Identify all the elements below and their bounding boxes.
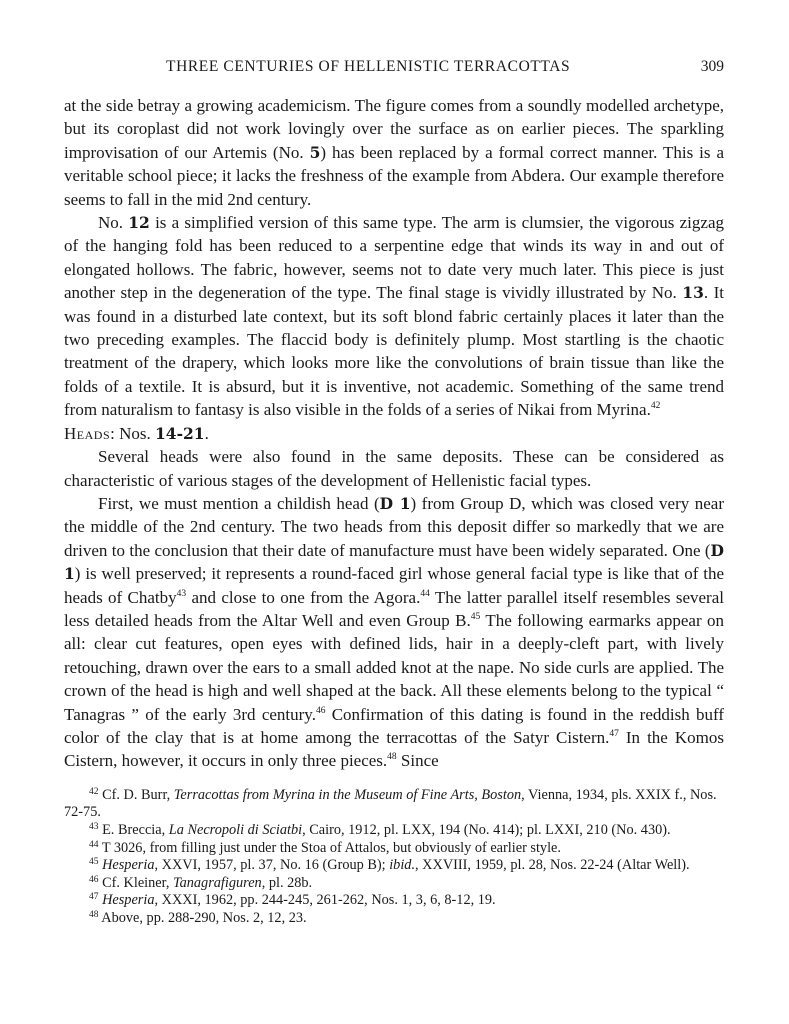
footnote-48 (64, 910, 724, 928)
footnote-number: 47 (89, 892, 99, 903)
running-head (64, 58, 724, 80)
paragraph-3 (64, 445, 724, 492)
text-run: , XXVIII, 1959, pl. 28, Nos. 22-24 (Altar Well). (415, 857, 690, 874)
footnote-ref: 45 (470, 611, 481, 622)
citation-title: Hesperia (98, 892, 155, 909)
catalogue-number: 12 (128, 213, 150, 233)
page (64, 58, 724, 928)
page-number: 309 (700, 58, 724, 75)
text-run: . (204, 423, 209, 443)
footnote-number: 44 (89, 839, 99, 850)
text-run: T 3026, from filling just under the Stoa of Attalos, but obviously of earlier style. (98, 839, 561, 856)
paragraph-4 (64, 492, 724, 773)
footnote-45 (64, 857, 724, 875)
footnote-number: 48 (89, 909, 99, 920)
text-run: In the Komos Cistern, however, it occurs in only three pieces. (64, 727, 724, 771)
text-run: First, we must mention a childish head ( (98, 493, 380, 513)
footnote-ref: 47 (609, 728, 619, 739)
text-run: , Cairo, 1912, pl. LXX, 194 (No. 414); pl. LXXI, 210 (No. 430). (302, 821, 671, 838)
text-run: Since (396, 751, 439, 771)
footnote-number: 42 (89, 786, 99, 797)
footnote-ref: 46 (315, 705, 326, 716)
text-run: is a simplified version of this same type. The arm is clumsier, the vigorous zigzag of the hanging fold has been reduced to a serpentine edge that winds its way in and out of elongated hollows. The fabric, however, seems not to date very much later. This piece is just another step in the degeneration of the type. The final stage is vividly illustrated by No. (64, 213, 724, 303)
citation-title: ibid. (389, 857, 416, 874)
section-heading (64, 422, 724, 445)
running-title: THREE CENTURIES OF HELLENISTIC TERRACOTTAS (166, 58, 571, 75)
text-run: . It was found in a disturbed late context, but its soft blond fabric certainly places it later than the two preceding examples. The flaccid body is definitely plump. Most startling is the chaotic treatment of the drapery, which looks more like the convolutions of brain tissue than like the folds of a textile. It is absurd, but it is inventive, not academic. Something of the same trend from naturalism to fantasy is also visible in the folds of a series of Nikai from Myrina. (64, 283, 725, 420)
footnote-43 (64, 822, 724, 840)
text-run: , XXVI, 1957, pl. 37, No. 16 (Group B); (154, 857, 390, 874)
text-run: at the side betray a growing academicism. The figure comes from a soundly modelled archetype, but its coroplast did not work lovingly over the surface as on earlier pieces. The sparkling improvisation of our Artemis (No. (64, 96, 724, 162)
footnote-47 (64, 892, 724, 910)
text-run: ) is well preserved; it represents a round-faced girl whose general facial type is like that of the heads of Chatby (64, 564, 724, 607)
text-run: Above, pp. 288-290, Nos. 2, 12, 23. (98, 909, 307, 926)
footnote-ref: 43 (176, 588, 187, 599)
footnote-number: 43 (89, 821, 99, 832)
citation-title: Tanagrafiguren (172, 874, 262, 891)
text-run: ) from Group D, which was closed very near the middle of the 2nd century. The two heads from this deposit differ so markedly that we are driven to the conclusion that their date of manufacture must have been widely separated. One ( (64, 493, 725, 560)
catalogue-number: D 1 (379, 493, 411, 513)
footnote-44 (64, 840, 724, 858)
text-run: No. (98, 213, 129, 233)
footnote-ref: 42 (650, 401, 661, 412)
text-run: E. Breccia, (98, 821, 169, 838)
text-run: and close to one from the Agora. (186, 587, 421, 607)
text-run: The latter parallel itself resembles several less detailed heads from the Altar Well and even Group B. (64, 587, 724, 630)
catalogue-number: 13 (682, 283, 704, 303)
catalogue-number: 5 (309, 142, 321, 162)
catalogue-range: 14-21 (155, 423, 205, 443)
text-run: , XXXI, 1962, pp. 244-245, 261-262, Nos. 1, 3, 6, 8-12, 19. (154, 892, 496, 909)
text-run: , pl. 28b. (261, 874, 313, 891)
footnote-ref: 48 (387, 752, 397, 763)
text-run: Cf. Kleiner, (98, 874, 173, 891)
footnote-46 (64, 875, 724, 893)
citation-title: La Necropoli di Sciatbi (168, 821, 303, 838)
text-run: Cf. D. Burr, (98, 786, 174, 803)
text-run: Several heads were also found in the same deposits. These can be considered as characteristic of various stages of the development of Hellenistic facial types. (64, 447, 724, 490)
body-text (64, 94, 724, 773)
footnote-number: 46 (89, 874, 99, 885)
text-run: : Nos. (110, 423, 155, 443)
footnote-number: 45 (89, 857, 99, 868)
citation-title: Hesperia (98, 857, 155, 874)
text-run: , Vienna, 1934, pls. XXIX f., Nos. 72-75. (64, 786, 717, 821)
paragraph-2 (64, 211, 724, 422)
footnote-ref: 44 (420, 588, 430, 599)
text-run: The following earmarks appear on all: clear cut features, open eyes with defined lids, hair in a deeply-cleft part, with lively retouching, drawn over the ears to a small added knot at the nape. No side curls are applied. The crown of the head is high and well shaped at the back. All these elements belong to the typical “ Tanagras ” of the early 3rd century. (64, 610, 724, 724)
paragraph-1 (64, 94, 724, 211)
citation-title: Terracottas from Myrina in the Museum of Fine Arts, Boston (173, 786, 522, 803)
catalogue-number: D 1 (64, 540, 724, 584)
footnotes (64, 787, 724, 928)
text-run: ) has been replaced by a formal correct manner. This is a veritable school piece; it lacks the freshness of the example from Abdera. Our example therefore seems to fall in the mid 2nd century. (64, 142, 725, 209)
section-label: Heads (64, 423, 111, 443)
text-run: Confirmation of this dating is found in the reddish buff color of the clay that is at home among the terracottas of the Satyr Cistern. (64, 704, 724, 747)
footnote-42 (64, 787, 724, 822)
